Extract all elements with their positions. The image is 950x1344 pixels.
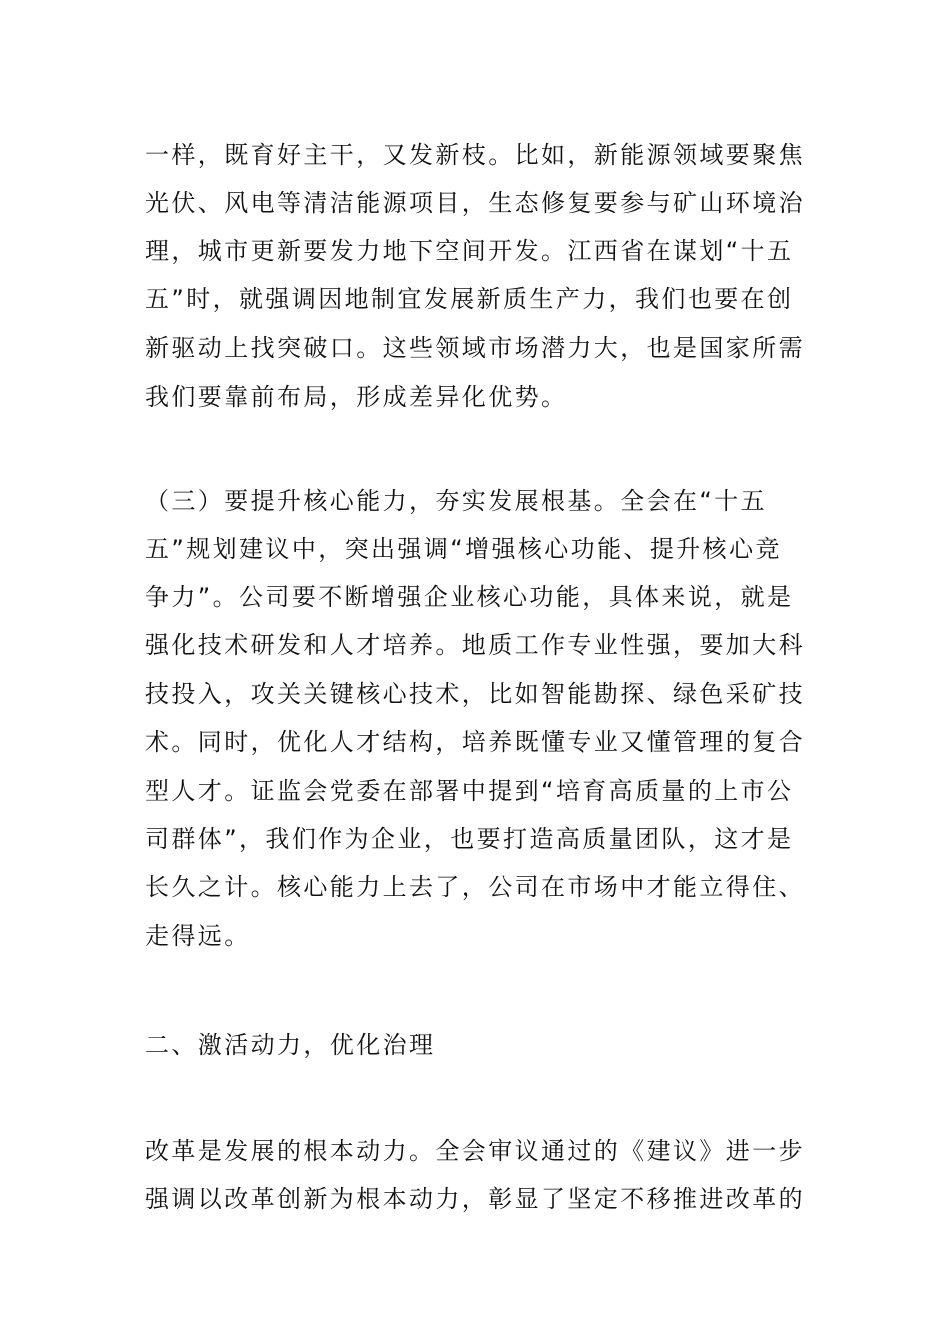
text-line: （三）要提升核心能力，夯实发展根基。全会在“十五 [145,487,768,515]
text-line: 改革是发展的根本动力。全会审议通过的《建议》进一步 [145,1137,805,1165]
text-line: 争力”。公司要不断增强企业核心功能，具体来说，就是 [145,583,794,611]
text-line: 术。同时，优化人才结构，培养既懂专业又懂管理的复合 [145,728,805,756]
heading-text: 二、激活动力，优化治理 [145,1031,436,1059]
text-line: 走得远。 [145,922,251,950]
text-line: 一样，既育好主干，又发新枝。比如，新能源领域要聚焦 [145,141,805,169]
text-line: 新驱动上找突破口。这些领域市场潜力大，也是国家所需 [145,334,805,362]
text-line: 强化技术研发和人才培养。地质工作专业性强，要加大科 [145,631,805,659]
text-line: 长久之计。核心能力上去了，公司在市场中才能立得住、 [145,873,805,901]
text-line: 型人才。证监会党委在部署中提到“培育高质量的上市公 [145,777,794,805]
text-line: 司群体”，我们作为企业，也要打造高质量团队，这才是 [145,825,794,853]
text-line: 五”时，就强调因地制宜发展新质生产力，我们也要在创 [145,285,794,313]
text-line: 技投入，攻关关键核心技术，比如智能勘探、绿色采矿技 [145,680,805,708]
text-line: 光伏、风电等清洁能源项目，生态修复要参与矿山环境治 [145,189,805,217]
text-line: 五”规划建议中，突出强调“增强核心功能、提升核心竞 [145,535,782,563]
text-line: 强调以改革创新为根本动力，彰显了坚定不移推进改革的 [145,1185,805,1213]
text-line: 理，城市更新要发力地下空间开发。江西省在谋划“十五 [145,237,794,265]
text-line: 我们要靠前布局，形成差异化优势。 [145,383,568,411]
